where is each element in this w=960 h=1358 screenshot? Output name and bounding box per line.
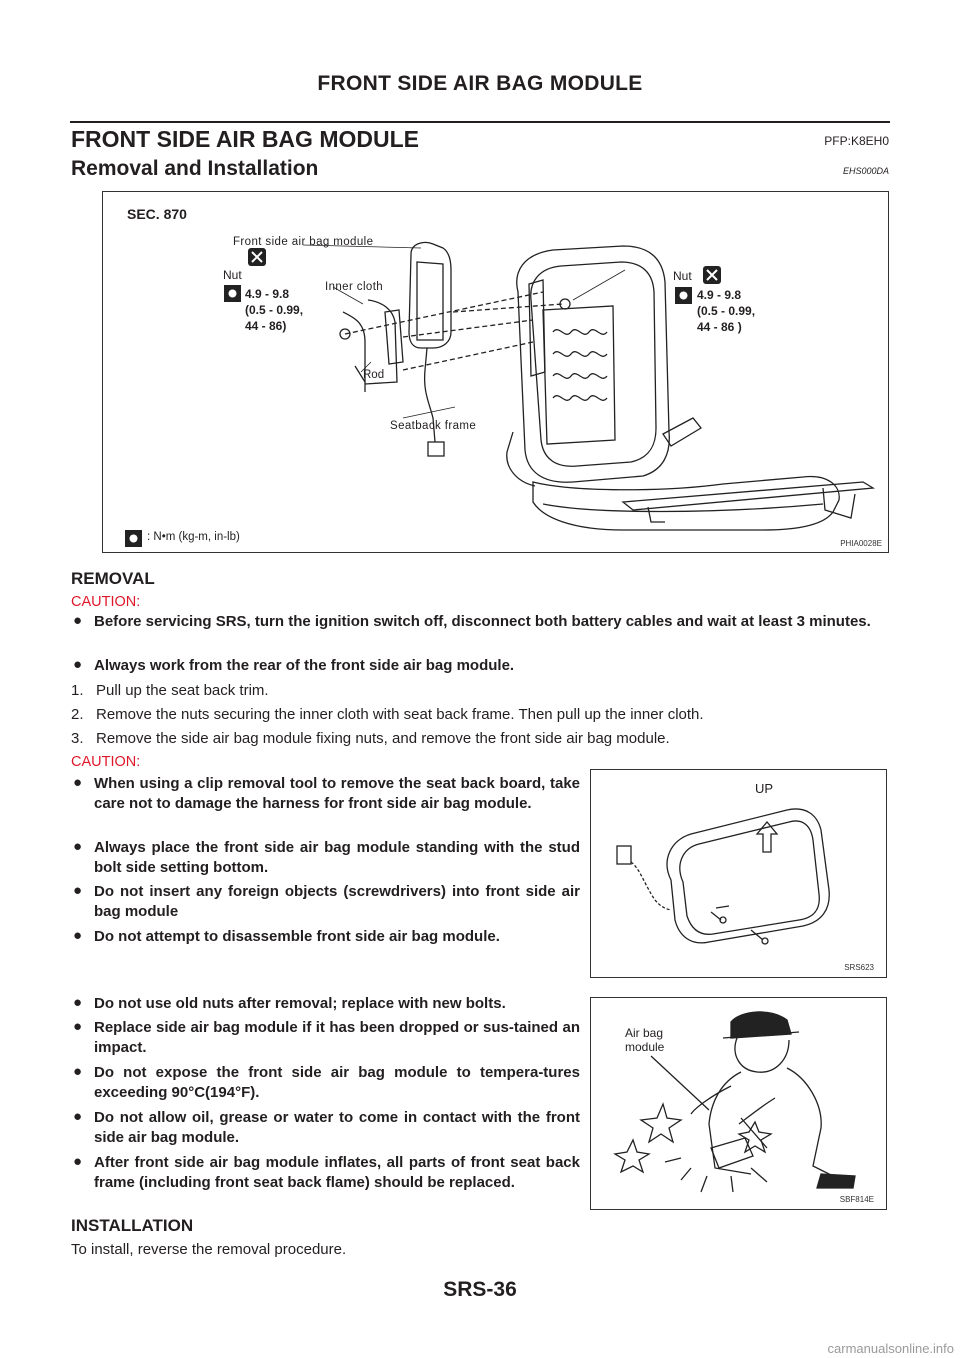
- caution-bullet: ● Do not use old nuts after removal; replace with new bolts.: [73, 994, 506, 1012]
- figure1-code: PHIA0028E: [840, 539, 882, 548]
- nut-right-label: Nut: [673, 269, 692, 283]
- installation-heading: INSTALLATION: [71, 1216, 194, 1235]
- bullet-icon: ●: [73, 774, 83, 791]
- section-code: PFP:K8EH0: [824, 134, 889, 148]
- rod-label: Rod: [363, 369, 385, 381]
- units-legend: : N•m (kg-m, in-lb): [147, 531, 240, 543]
- caution-bullet: ● Replace side air bag module if it has been dropped or sus-tained an impact.: [73, 1018, 580, 1056]
- figure-module-orientation: [590, 769, 887, 978]
- figure2-code: SRS623: [844, 963, 874, 972]
- nut-replace-icon-left: [248, 248, 266, 266]
- bullet-icon: ●: [73, 838, 83, 855]
- header-rule: [70, 121, 890, 123]
- torque-right-3: 44 - 86 ): [697, 320, 742, 334]
- subsection-code: EHS000DA: [842, 166, 889, 176]
- bullet-icon: ●: [73, 1153, 83, 1170]
- section-title: FRONT SIDE AIR BAG MODULE: [71, 126, 419, 152]
- caution-bullet: ● Do not expose the front side air bag module to tempera-tures exceeding 90°C(194°F).: [73, 1063, 580, 1101]
- step-2: 2. Remove the nuts securing the inner cloth with seat back frame. Then pull up the inner cloth.: [71, 706, 704, 723]
- caution-bullet: ● Do not allow oil, grease or water to come in contact with the front side air bag module.: [73, 1108, 580, 1146]
- airbag-label-1: Air bag: [625, 1026, 664, 1040]
- torque-icon-left: [224, 285, 241, 302]
- bullet-icon: ●: [73, 1063, 83, 1080]
- up-label: UP: [755, 781, 774, 796]
- module-orientation-diagram: [591, 770, 886, 977]
- nut-left-label: Nut: [223, 268, 242, 282]
- airbag-label-2: module: [625, 1040, 665, 1054]
- caution-bullet: ● Always place the front side air bag module standing with the stud bolt side setting bottom.: [73, 838, 580, 876]
- caution-label-1: CAUTION:: [71, 594, 141, 610]
- bullet-icon: ●: [73, 1108, 83, 1125]
- bullet-icon: ●: [73, 994, 83, 1011]
- torque-icon-right: [675, 287, 692, 304]
- caution-bullet: ● Do not attempt to disassemble front side air bag module.: [73, 927, 500, 945]
- caution-bullet: ● Do not insert any foreign objects (screwdrivers) into front side air bag module: [73, 882, 580, 920]
- subsection-title: Removal and Installation: [71, 157, 319, 180]
- figure-dropped-module-warning: [590, 997, 887, 1210]
- figure-seat-exploded-view: [102, 191, 889, 553]
- page-number: SRS-36: [443, 1278, 517, 1301]
- caution-label-2: CAUTION:: [71, 754, 141, 770]
- installation-text: To install, reverse the removal procedure.: [71, 1241, 347, 1258]
- caution-bullet: ● Before servicing SRS, turn the ignition switch off, disconnect both battery cables and wait at least 3 minutes.: [73, 612, 871, 630]
- figure3-code: SBF814E: [839, 1195, 874, 1204]
- torque-left-3: 44 - 86): [245, 319, 287, 333]
- inner-cloth-label: Inner cloth: [325, 281, 384, 293]
- seatback-frame-label: Seatback frame: [390, 420, 477, 432]
- torque-left-1: 4.9 - 9.8: [245, 287, 290, 301]
- watermark: carmanualsonline.info: [827, 1341, 954, 1356]
- bullet-icon: ●: [73, 656, 83, 673]
- seat-diagram: [103, 192, 888, 552]
- bullet-icon: ●: [73, 882, 83, 899]
- bullet-icon: ●: [73, 927, 83, 944]
- torque-right-2: (0.5 - 0.99,: [697, 304, 756, 318]
- caution-bullet: ● After front side air bag module inflates, all parts of front seat back frame (including front seat back flame) should be replaced.: [73, 1153, 580, 1191]
- step-1: 1. Pull up the seat back trim.: [71, 682, 269, 699]
- caution-bullet: ● Always work from the rear of the front side air bag module.: [73, 656, 515, 674]
- nut-replace-icon-right: [703, 266, 721, 284]
- removal-heading: REMOVAL: [71, 569, 155, 588]
- page-header-title: FRONT SIDE AIR BAG MODULE: [317, 72, 643, 95]
- sec-label: SEC. 870: [127, 206, 187, 222]
- module-label: Front side air bag module: [233, 236, 374, 248]
- torque-icon-legend: [125, 530, 142, 547]
- torque-right-1: 4.9 - 9.8: [697, 288, 742, 302]
- bullet-icon: ●: [73, 612, 83, 629]
- caution-bullet: ● When using a clip removal tool to remove the seat back board, take care not to damage the harness for front side air bag module.: [73, 774, 580, 812]
- bullet-icon: ●: [73, 1018, 83, 1035]
- torque-left-2: (0.5 - 0.99,: [245, 303, 304, 317]
- step-3: 3. Remove the side air bag module fixing nuts, and remove the front side air bag module.: [71, 730, 670, 747]
